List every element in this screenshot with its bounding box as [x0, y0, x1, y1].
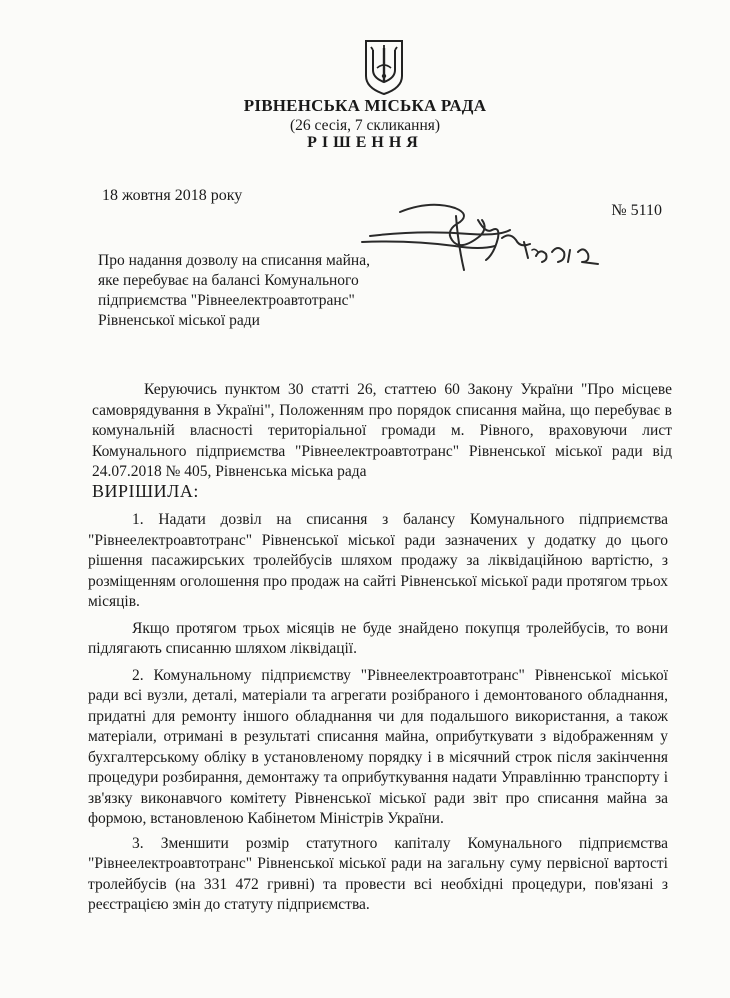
- decision-item: Якщо протягом трьох місяців не буде знайдено покупця тролейбусів, то вони підлягають списанню шляхом ліквідації.: [88, 619, 668, 657]
- decision-subject: [98, 251, 398, 331]
- coat-of-arms-icon: [362, 38, 406, 96]
- preamble: [92, 380, 672, 483]
- decision-item: 1. Надати дозвіл на списання з балансу Комунального підприємства "Рівнеелектроавтотранс" Рівненської міської ради зазначених у додатку до цього рішення пасажирських тролейбусів шляхом продажу за ліквідаційною вартістю, з розміщенням оголошення про продаж на сайті Рівненської міської ради протягом трьох місяців.: [88, 511, 668, 610]
- subject-line: Рівненської міської ради: [98, 312, 260, 329]
- subject-line: яке перебуває на балансі Комунального: [98, 272, 359, 289]
- preamble-text: Керуючись пунктом 30 статті 26, статтею 60 Закону України "Про місцеве самоврядування в Україні", Положенням про порядок списання майна, що перебуває в комунальній власності територіальної громади м. Рівного, враховуючи лист Комунального підприємства "Рівнеелектроавтотранс" Рівненської міської ради від 24.07.2018 № 405, Рівненська міська рада: [92, 381, 672, 480]
- session-info: (26 сесія, 7 скликання): [289, 117, 441, 134]
- subject-line: Про надання дозволу на списання майна,: [98, 252, 370, 269]
- decision-item: 3. Зменшити розмір статутного капіталу Комунального підприємства "Рівнеелектроавтотранс" Рівненської міської ради на загальну суму первісної вартості тролейбусів (на 331 472 гривні) та провести всі необхідні процедури, пов'язані з реєстрацією змін до статуту підприємства.: [88, 834, 668, 913]
- decision-date: 18 жовтня 2018 року: [102, 187, 243, 204]
- document-type-title: РІШЕННЯ: [307, 134, 423, 151]
- subject-line: підприємства "Рівнеелектроавтотранс": [98, 292, 355, 309]
- resolved-heading: ВИРІШИЛА:: [92, 481, 199, 501]
- decision-items: [88, 510, 668, 922]
- decision-number: № 5110: [611, 202, 662, 219]
- signature-icon: [360, 190, 640, 290]
- decision-item: 2. Комунальному підприємству "Рівнеелектроавтотранс" Рівненської міської ради всі вузли, деталі, матеріали та агрегати розібраного і демонтованого обладнання, придатні для ремонту іншого обладнання чи для подальшого використання, а також матеріали, отримані в результаті списання майна, оприбуткувати з відображенням у бухгалтерському обліку в установленому порядку і в місячний строк після закінчення процедури розбирання, демонтажу та оприбуткування надати Управлінню транспорту і зв'язку виконавчого комітету Рівненської міської ради звіт про списання майна за формою, встановленою Кабінетом Міністрів України.: [88, 666, 668, 827]
- council-name: РІВНЕНСЬКА МІСЬКА РАДА: [243, 96, 487, 115]
